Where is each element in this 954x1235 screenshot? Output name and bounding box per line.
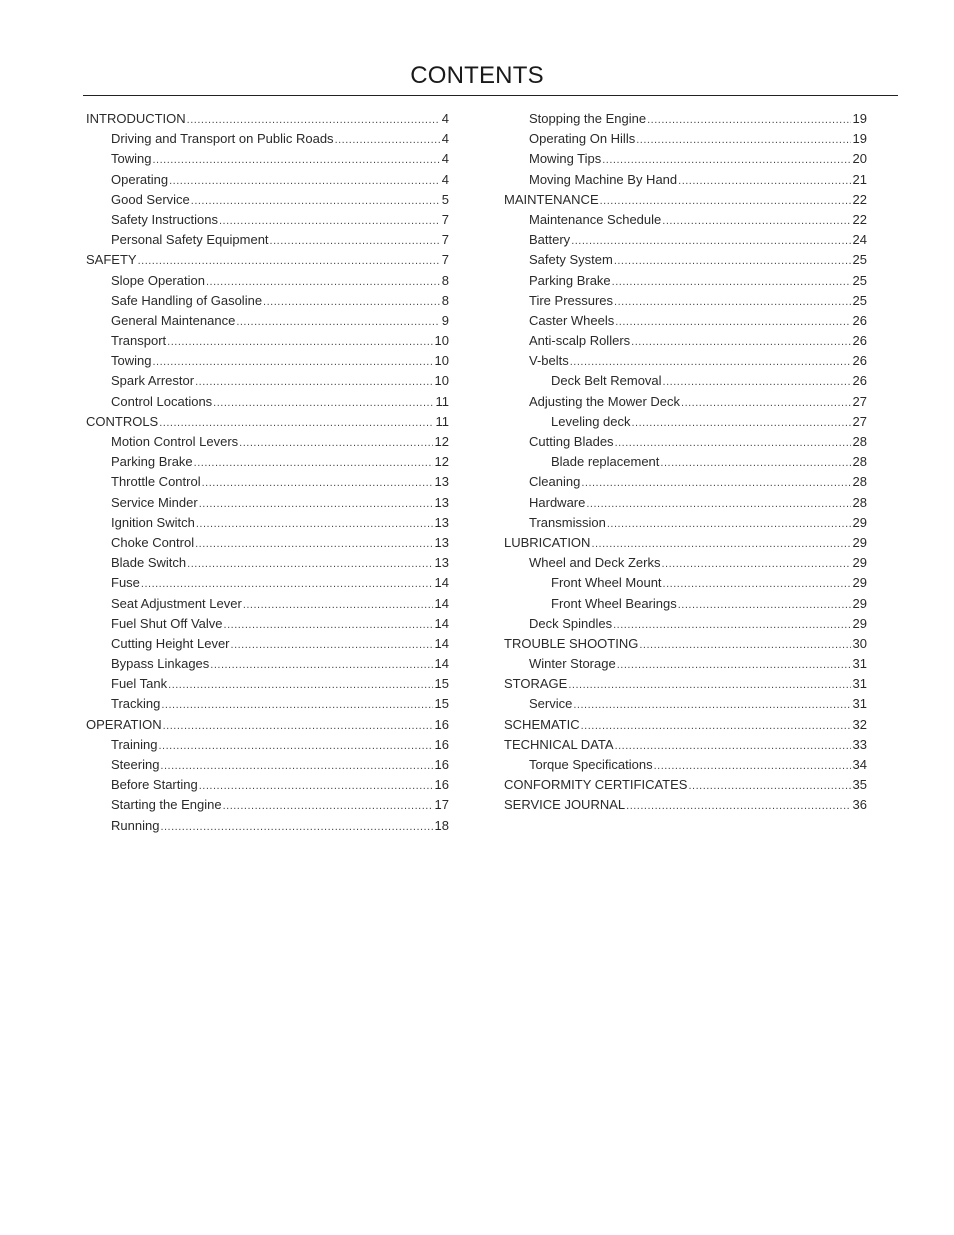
toc-page-number: 31 [852, 676, 867, 692]
toc-entry-label: Spark Arrestor [111, 373, 195, 389]
toc-entry-label: Fuel Tank [111, 676, 168, 692]
toc-page-number: 29 [852, 595, 867, 611]
dot-leader [169, 171, 440, 191]
toc-entry-label: Parking Brake [529, 272, 611, 288]
dot-leader [243, 595, 433, 615]
dot-leader [571, 231, 850, 251]
dot-leader [213, 393, 433, 413]
toc-page-number: 16 [434, 736, 449, 752]
dot-leader [236, 312, 439, 332]
toc-entry-label: Running [111, 817, 160, 833]
toc-entry-label: SERVICE JOURNAL [504, 797, 626, 813]
toc-page-number: 29 [852, 575, 867, 591]
toc-subsection-entry[interactable] [86, 210, 449, 230]
dot-leader [591, 534, 850, 554]
toc-subsection-entry[interactable] [504, 493, 867, 513]
dot-leader [663, 574, 851, 594]
toc-page-number: 8 [441, 272, 449, 288]
toc-page-number: 7 [441, 232, 449, 248]
toc-entry-label: Deck Belt Removal [551, 373, 662, 389]
toc-subsection-entry[interactable] [504, 472, 867, 492]
toc-entry-label: Tracking [111, 696, 161, 712]
toc-entry-label: Driving and Transport on Public Roads [111, 131, 334, 147]
dot-leader [263, 292, 440, 312]
toc-page-number: 5 [441, 191, 449, 207]
toc-subsection-entry[interactable] [504, 755, 867, 775]
toc-entry-label: CONFORMITY CERTIFICATES [504, 777, 688, 793]
toc-entry-label: Torque Specifications [529, 757, 653, 772]
toc-page-number: 16 [434, 757, 449, 772]
toc-subsection-entry[interactable] [504, 412, 867, 432]
toc-entry-label: Parking Brake [111, 454, 193, 470]
toc-subsection-entry[interactable] [504, 351, 867, 371]
toc-subsection-entry[interactable] [86, 472, 449, 492]
dot-leader [199, 494, 433, 514]
toc-entry-label: Bypass Linkages [111, 656, 210, 672]
toc-subsection-entry[interactable] [504, 392, 867, 412]
toc-entry-label: STORAGE [504, 676, 568, 692]
toc-entry-label: Blade Switch [111, 555, 187, 571]
toc-page-number: 13 [434, 474, 449, 490]
toc-entry-label: Front Wheel Mount [551, 575, 662, 591]
toc-subsection-entry[interactable] [504, 553, 867, 573]
toc-entry-label: Wheel and Deck Zerks [529, 555, 661, 571]
toc-page-number: 24 [852, 232, 867, 248]
toc-entry-label: Cutting Blades [529, 434, 614, 449]
toc-entry-label: Safe Handling of Gasoline [111, 292, 263, 308]
toc-section-entry[interactable] [504, 795, 867, 815]
toc-subsection-entry[interactable] [504, 513, 867, 533]
toc-subsection-entry[interactable] [86, 795, 449, 815]
toc-subsection-entry[interactable] [86, 493, 449, 513]
toc-entry-label: Seat Adjustment Lever [111, 595, 242, 611]
dot-leader [660, 453, 850, 473]
toc-entry-label: Choke Control [111, 534, 195, 550]
dot-leader [163, 716, 433, 736]
toc-page-number: 28 [852, 494, 867, 510]
toc-subsection-entry[interactable] [86, 674, 449, 694]
toc-entry-label: Battery [529, 232, 571, 248]
toc-entry-label: Moving Machine By Hand [529, 171, 678, 187]
toc-subsection-entry[interactable] [504, 694, 867, 714]
toc-entry-label: Throttle Control [111, 474, 201, 490]
dot-leader [662, 554, 851, 574]
toc-entry-label: Control Locations [111, 393, 213, 409]
toc-section-entry[interactable] [504, 735, 867, 755]
toc-page-number: 31 [852, 656, 867, 672]
dot-leader [654, 756, 851, 776]
toc-subsection-entry[interactable] [504, 614, 867, 634]
dot-leader [167, 332, 432, 352]
toc-entry-label: Operating On Hills [529, 131, 636, 147]
toc-entry-label: Stopping the Engine [529, 111, 647, 126]
toc-subsection-entry[interactable] [86, 230, 449, 250]
toc-page-number: 27 [852, 393, 867, 409]
toc-entry-label: Slope Operation [111, 272, 205, 288]
toc-page-number: 16 [434, 716, 449, 732]
toc-subsection-entry[interactable] [86, 755, 449, 775]
toc-page-number: 11 [435, 413, 449, 429]
dot-leader [647, 110, 850, 130]
toc-page-number: 14 [434, 615, 449, 631]
toc-entry-label: TROUBLE SHOOTING [504, 635, 639, 651]
toc-subsection-entry[interactable] [86, 432, 449, 452]
toc-page-number: 10 [434, 333, 449, 349]
toc-page-number: 25 [852, 272, 867, 288]
toc-page-number: 26 [852, 312, 867, 328]
dot-leader [158, 736, 432, 756]
dot-leader [202, 473, 433, 493]
dot-leader [615, 312, 850, 332]
toc-entry-label: Adjusting the Mower Deck [529, 393, 681, 409]
toc-subsection-entry[interactable] [86, 190, 449, 210]
toc-page-number: 9 [441, 312, 449, 328]
toc-page-number: 25 [852, 292, 867, 308]
dot-leader [168, 675, 432, 695]
toc-entry-label: TECHNICAL DATA [504, 736, 614, 752]
toc-subsection-entry[interactable] [86, 129, 449, 149]
toc-page-number: 13 [434, 534, 449, 550]
toc-page-number: 14 [434, 575, 449, 591]
toc-page-number: 10 [434, 373, 449, 389]
toc-page-number: 12 [434, 454, 449, 470]
toc-right-column [504, 109, 867, 816]
dot-leader [270, 231, 440, 251]
toc-page-number: 29 [852, 615, 867, 631]
dot-leader [586, 494, 850, 514]
toc-page-number: 4 [441, 111, 449, 126]
toc-page-number: 35 [852, 777, 867, 793]
toc-entry-label: Blade replacement [551, 454, 660, 470]
toc-entry-label: Cutting Height Lever [111, 635, 230, 651]
toc-page-number: 32 [852, 716, 867, 732]
dot-leader [187, 110, 440, 130]
toc-entry-label: Transport [111, 333, 167, 349]
toc-subsection-entry[interactable] [86, 573, 449, 593]
toc-entry-label: LUBRICATION [504, 534, 591, 550]
toc-entry-label: Winter Storage [529, 656, 616, 672]
toc-subsection-entry[interactable] [86, 816, 449, 836]
toc-entry-label: Hardware [529, 494, 586, 510]
toc-entry-label: Towing [111, 353, 152, 369]
dot-leader [613, 615, 850, 635]
toc-entry-label: Ignition Switch [111, 514, 195, 530]
toc-left-column [86, 109, 449, 836]
toc-subsection-entry[interactable] [86, 392, 449, 412]
toc-page-number: 19 [852, 111, 867, 126]
dot-leader [160, 817, 432, 837]
toc-page-number: 26 [852, 353, 867, 369]
toc-subsection-entry[interactable] [86, 533, 449, 553]
toc-page-number: 15 [434, 676, 449, 692]
dot-leader [614, 292, 850, 312]
dot-leader [195, 534, 432, 554]
dot-leader [196, 514, 433, 534]
toc-subsection-entry[interactable] [86, 513, 449, 533]
toc-section-entry[interactable] [86, 250, 449, 270]
toc-page-number: 14 [434, 656, 449, 672]
toc-entry-label: Personal Safety Equipment [111, 232, 269, 248]
dot-leader [199, 776, 433, 796]
dot-leader [631, 332, 850, 352]
dot-leader [191, 191, 440, 211]
toc-subsection-entry[interactable] [86, 452, 449, 472]
dot-leader [678, 595, 851, 615]
dot-leader [636, 130, 850, 150]
toc-subsection-entry[interactable] [86, 553, 449, 573]
toc-page-number: 26 [852, 373, 867, 389]
dot-leader [570, 352, 851, 372]
toc-subsection-entry[interactable] [86, 170, 449, 190]
dot-leader [607, 514, 851, 534]
toc-subsection-entry[interactable] [86, 331, 449, 351]
toc-subsection-entry[interactable] [504, 271, 867, 291]
toc-entry-label: Training [111, 736, 158, 752]
toc-section-entry[interactable] [86, 412, 449, 432]
toc-entry-label: Service Minder [111, 494, 198, 510]
toc-subsection-entry[interactable] [86, 594, 449, 614]
toc-page-number: 8 [441, 292, 449, 308]
dot-leader [206, 272, 440, 292]
toc-subsection-entry[interactable] [504, 250, 867, 270]
toc-section-entry[interactable] [86, 109, 449, 129]
dot-leader [187, 554, 432, 574]
toc-page-number: 29 [852, 514, 867, 530]
toc-subsection-entry[interactable] [86, 694, 449, 714]
toc-section-entry[interactable] [504, 674, 867, 694]
toc-section-entry[interactable] [504, 634, 867, 654]
toc-page-number: 10 [434, 353, 449, 369]
toc-entry-label: Safety System [529, 252, 613, 268]
toc-entry-label: Starting the Engine [111, 797, 222, 813]
toc-subsection-entry[interactable] [504, 109, 867, 129]
toc-page-number: 31 [852, 696, 867, 712]
toc-page-number: 30 [852, 635, 867, 651]
dot-leader [195, 372, 432, 392]
toc-subsection-entry[interactable] [504, 452, 867, 472]
toc-subsection-entry[interactable] [504, 311, 867, 331]
toc-entry-label: Before Starting [111, 777, 198, 793]
toc-page-number: 19 [852, 131, 867, 147]
toc-subsection-entry[interactable] [86, 149, 449, 169]
toc-subsection-entry[interactable] [86, 614, 449, 634]
dot-leader [573, 695, 850, 715]
toc-subsection-entry[interactable] [86, 351, 449, 371]
toc-entry-label: Service [529, 696, 573, 712]
dot-leader [581, 716, 851, 736]
toc-subsection-entry[interactable] [504, 291, 867, 311]
toc-entry-label: Cleaning [529, 474, 581, 490]
dot-leader [626, 796, 850, 816]
dot-leader [231, 635, 433, 655]
toc-page-number: 28 [852, 454, 867, 470]
toc-entry-label: Safety Instructions [111, 211, 218, 227]
toc-page-number: 27 [852, 413, 867, 429]
dot-leader [602, 150, 850, 170]
dot-leader [681, 393, 851, 413]
toc-section-entry[interactable] [504, 715, 867, 735]
toc-page-number: 33 [852, 736, 867, 752]
toc-page-number: 36 [852, 797, 867, 813]
toc-subsection-entry[interactable] [86, 291, 449, 311]
toc-section-entry[interactable] [86, 715, 449, 735]
dot-leader [632, 413, 851, 433]
toc-page-number: 17 [434, 797, 449, 813]
toc-subsection-entry[interactable] [504, 210, 867, 230]
toc-entry-label: SAFETY [86, 252, 137, 268]
toc-page-number: 26 [852, 333, 867, 349]
toc-subsection-entry[interactable] [86, 271, 449, 291]
toc-entry-label: Motion Control Levers [111, 434, 239, 449]
toc-section-entry[interactable] [504, 775, 867, 795]
toc-page-number: 14 [434, 635, 449, 651]
toc-entry-label: Tire Pressures [529, 292, 614, 308]
dot-leader [663, 372, 851, 392]
toc-entry-label: V-belts [529, 353, 569, 369]
toc-subsection-entry[interactable] [504, 573, 867, 593]
toc-page-number: 25 [852, 252, 867, 268]
toc-subsection-entry[interactable] [86, 654, 449, 674]
toc-page-number: 28 [852, 474, 867, 490]
title-rule [83, 95, 898, 96]
page-title: CONTENTS [410, 62, 544, 89]
toc-entry-label: Mowing Tips [529, 151, 602, 167]
dot-leader [152, 352, 432, 372]
toc-entry-label: Fuel Shut Off Valve [111, 615, 223, 631]
toc-entry-label: Operating [111, 171, 169, 187]
dot-leader [615, 736, 851, 756]
toc-subsection-entry[interactable] [504, 432, 867, 452]
dot-leader [194, 453, 433, 473]
toc-page-number: 34 [852, 757, 867, 772]
toc-page-number: 29 [852, 534, 867, 550]
toc-entry-label: Deck Spindles [529, 615, 613, 631]
toc-entry-label: Good Service [111, 191, 190, 207]
toc-subsection-entry[interactable] [86, 371, 449, 391]
toc-subsection-entry[interactable] [504, 129, 867, 149]
toc-page-number: 16 [434, 777, 449, 793]
toc-subsection-entry[interactable] [86, 634, 449, 654]
dot-leader [614, 251, 851, 271]
toc-entry-label: Anti-scalp Rollers [529, 333, 631, 349]
toc-entry-label: OPERATION [86, 716, 162, 732]
dot-leader [159, 413, 433, 433]
toc-subsection-entry[interactable] [504, 170, 867, 190]
toc-page-number: 11 [435, 393, 449, 409]
dot-leader [210, 655, 432, 675]
toc-section-entry[interactable] [504, 533, 867, 553]
toc-entry-label: Transmission [529, 514, 606, 530]
toc-page-number: 15 [434, 696, 449, 712]
dot-leader [161, 695, 432, 715]
toc-page-number: 7 [441, 211, 449, 227]
dot-leader [138, 251, 440, 271]
dot-leader [568, 675, 850, 695]
dot-leader [688, 776, 850, 796]
toc-entry-label: Fuse [111, 575, 140, 591]
toc-page-number: 22 [852, 191, 867, 207]
dot-leader [662, 211, 850, 231]
dot-leader [335, 130, 440, 150]
toc-entry-label: Leveling deck [551, 413, 631, 429]
toc-page-number: 18 [434, 817, 449, 833]
dot-leader [152, 150, 439, 170]
toc-entry-label: SCHEMATIC [504, 716, 580, 732]
toc-page-number: 4 [441, 151, 449, 167]
toc-page-number: 13 [434, 514, 449, 530]
toc-page-number: 13 [434, 555, 449, 571]
toc-page-number: 20 [852, 151, 867, 167]
dot-leader [678, 171, 850, 191]
toc-entry-label: INTRODUCTION [86, 111, 186, 126]
dot-leader [239, 433, 432, 453]
toc-entry-label: Maintenance Schedule [529, 211, 662, 227]
toc-subsection-entry[interactable] [504, 331, 867, 351]
toc-page-number: 29 [852, 555, 867, 571]
toc-page-number: 13 [434, 494, 449, 510]
toc-entry-label: General Maintenance [111, 312, 236, 328]
toc-page-number: 7 [441, 252, 449, 268]
dot-leader [219, 211, 440, 231]
toc-entry-label: Steering [111, 757, 160, 772]
toc-entry-label: Front Wheel Bearings [551, 595, 677, 611]
dot-leader [639, 635, 850, 655]
dot-leader [160, 756, 432, 776]
toc-page-number: 4 [441, 131, 449, 147]
dot-leader [224, 615, 433, 635]
toc-subsection-entry[interactable] [504, 654, 867, 674]
dot-leader [615, 433, 851, 453]
dot-leader [581, 473, 850, 493]
toc-page-number: 22 [852, 211, 867, 227]
toc-page-number: 28 [852, 434, 867, 449]
toc-subsection-entry[interactable] [86, 735, 449, 755]
toc-page-number: 4 [441, 171, 449, 187]
dot-leader [612, 272, 851, 292]
dot-leader [141, 574, 433, 594]
toc-subsection-entry[interactable] [504, 371, 867, 391]
toc-page-number: 14 [434, 595, 449, 611]
toc-page-number: 12 [434, 434, 449, 449]
toc-subsection-entry[interactable] [504, 149, 867, 169]
toc-subsection-entry[interactable] [86, 775, 449, 795]
toc-subsection-entry[interactable] [504, 230, 867, 250]
toc-entry-label: MAINTENANCE [504, 191, 599, 207]
toc-section-entry[interactable] [504, 190, 867, 210]
dot-leader [223, 796, 433, 816]
toc-entry-label: CONTROLS [86, 413, 159, 429]
dot-leader [617, 655, 851, 675]
toc-page-number: 21 [852, 171, 867, 187]
dot-leader [600, 191, 851, 211]
toc-subsection-entry[interactable] [504, 594, 867, 614]
toc-entry-label: Caster Wheels [529, 312, 615, 328]
toc-entry-label: Towing [111, 151, 152, 167]
toc-subsection-entry[interactable] [86, 311, 449, 331]
